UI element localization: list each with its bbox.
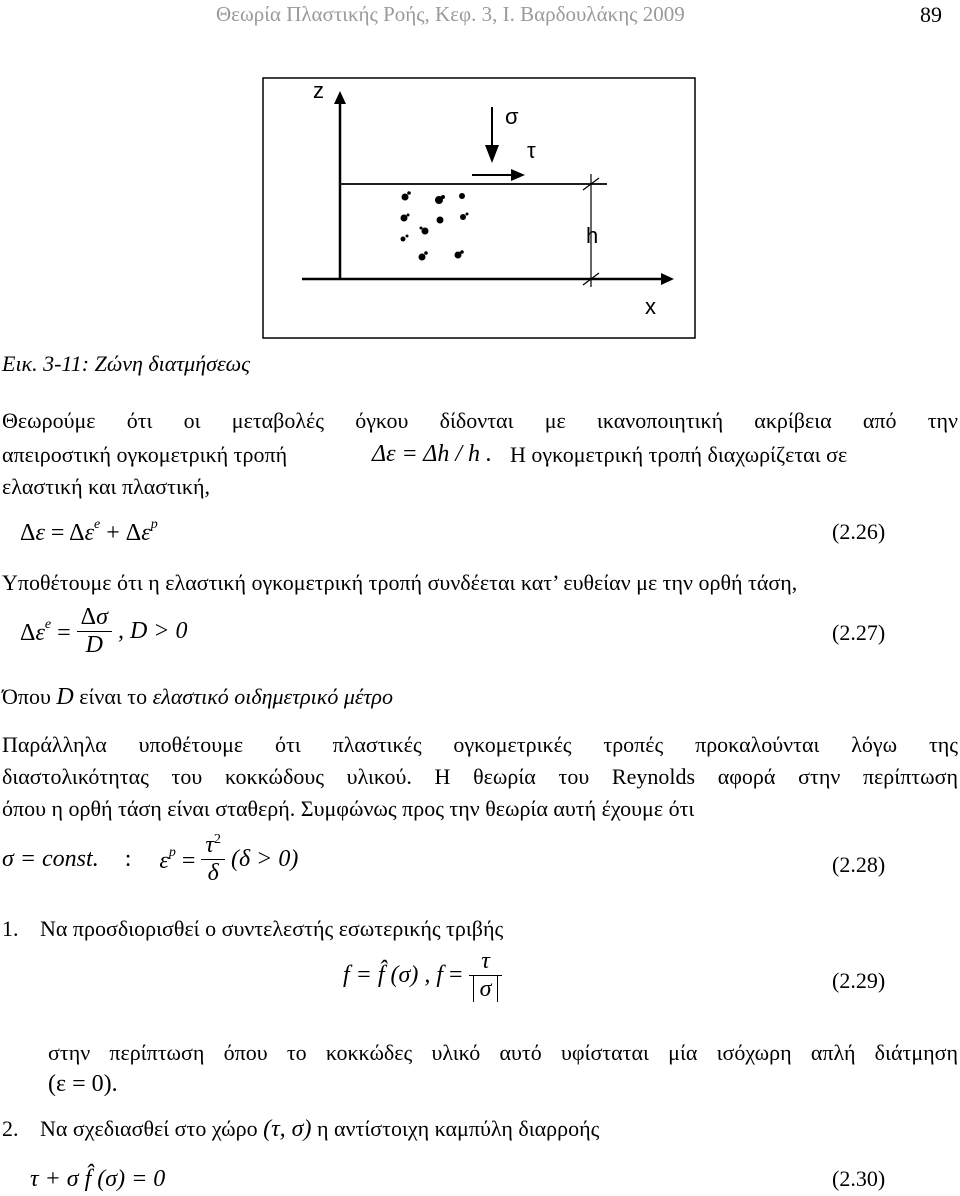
p1-line1: Θεωρούμε ότι οι μεταβολές όγκου δίδονται με ικανοποιητική ακρίβεια από την <box>2 408 958 433</box>
item2-math: (τ, σ) <box>263 1116 312 1142</box>
figure-caption: Εικ. 3-11: Ζώνη διατμήσεως <box>2 351 251 376</box>
item2-line <box>40 1112 599 1146</box>
eq28-colon: : <box>124 846 132 872</box>
running-header: Θεωρία Πλαστικής Ροής, Κεφ. 3, Ι. Βαρδουλάκης 2009 <box>216 2 685 26</box>
shear-zone-figure <box>262 77 696 339</box>
eq28-condition: (δ > 0) <box>230 846 299 872</box>
sigma-arrowhead <box>485 145 499 163</box>
equation-2-26: $\Delta\varepsilon = \Delta\varepsilon^e + \Delta\varepsilon^p$ <box>20 517 158 546</box>
equation-2-28: σ = const. : $\varepsilon^p$ = $\frac{\tau^2}{\delta}$ (δ > 0) <box>2 832 299 886</box>
p3 <box>2 680 393 714</box>
item2-post: η αντίστοιχη καμπύλη διαρροής <box>317 1116 600 1141</box>
equation-2-29: f = f̂ (σ) , f = $\frac{\tau}{\sigma}$ <box>343 948 502 1003</box>
item1-note-line2: (ε = 0). <box>48 1071 118 1097</box>
label-sigma: σ <box>505 104 519 129</box>
p4-line3: όπου η ορθή τάση είναι σταθερή. Συμφώνως προς την θεωρία αυτή έχουμε ότι <box>2 796 695 821</box>
p3-italic: ελαστικό οιδημετρικό μέτρο <box>152 684 393 709</box>
axis-label-x: x <box>645 294 656 319</box>
item1-note-line1: στην περίπτωση όπου το κοκκώδες υλικό αυτό υφίσταται μία ισόχωρη απλή διάτμηση <box>48 1040 958 1065</box>
p2: Υποθέτουμε ότι η ελαστική ογκομετρική τροπή συνδέεται κατ’ ευθείαν με την ορθή τάση, <box>2 570 798 595</box>
shear-zone-diagram <box>262 77 696 339</box>
page-number: 89 <box>920 2 942 27</box>
p3-mid: είναι το <box>79 684 148 709</box>
p4-line1: Παράλληλα υποθέτουμε ότι πλαστικές ογκομετρικές τροπές προκαλούνται λόγω της <box>2 732 958 757</box>
eq-number-2-30-label: (2.30) <box>832 1166 886 1191</box>
eq27-denominator: D <box>85 632 103 658</box>
label-tau: τ <box>527 138 536 163</box>
label-h: h <box>586 223 599 248</box>
p1-line3: ελαστική και πλαστική, <box>2 474 210 499</box>
eq-number-2-28: (2.28) <box>832 852 886 877</box>
item2-number: 2. <box>2 1116 19 1141</box>
x-axis-arrowhead <box>661 273 674 285</box>
eq-number-2-26: (2.26) <box>832 519 886 544</box>
z-axis-arrowhead <box>334 91 346 104</box>
eq-number-2-27: (2.27) <box>832 620 886 645</box>
tau-arrowhead <box>511 169 525 181</box>
p1-line2-post: Η ογκομετρική τροπή διαχωρίζεται σε <box>510 442 848 467</box>
item2-pre: Να σχεδιασθεί στο χώρο <box>40 1116 258 1141</box>
equation-2-30: τ + σ f̂ (σ) = 0 <box>30 1166 166 1192</box>
figure-frame <box>263 78 695 338</box>
eq-number-2-29: (2.29) <box>832 968 886 993</box>
p3-D: D <box>56 684 74 710</box>
eq27-condition: , D > 0 <box>117 618 188 644</box>
p3-pre: Όπου <box>2 684 51 709</box>
eq28-lhs: σ = const. <box>2 846 99 872</box>
grain-particles <box>401 191 469 260</box>
axis-label-z: z <box>313 78 324 103</box>
inline-strain-eq: Δε = Δh / h . <box>372 441 493 467</box>
p1-line2-pre: απειροστική ογκομετρική τροπή <box>2 442 288 467</box>
eq29-part1: f = f̂ (σ) , <box>343 962 431 988</box>
p4-line2: διαστολικότητας του κοκκώδους υλικού. Η θεωρία του Reynolds αφορά στην περίπτωση <box>2 764 958 789</box>
equation-2-27: $\Delta\varepsilon^e$ = $\frac{\Delta\sigma}{D}$ , D > 0 <box>20 604 188 658</box>
item1-text: Να προσδιορισθεί ο συντελεστής εσωτερικής τριβής <box>40 916 504 941</box>
item1-number: 1. <box>2 916 19 941</box>
